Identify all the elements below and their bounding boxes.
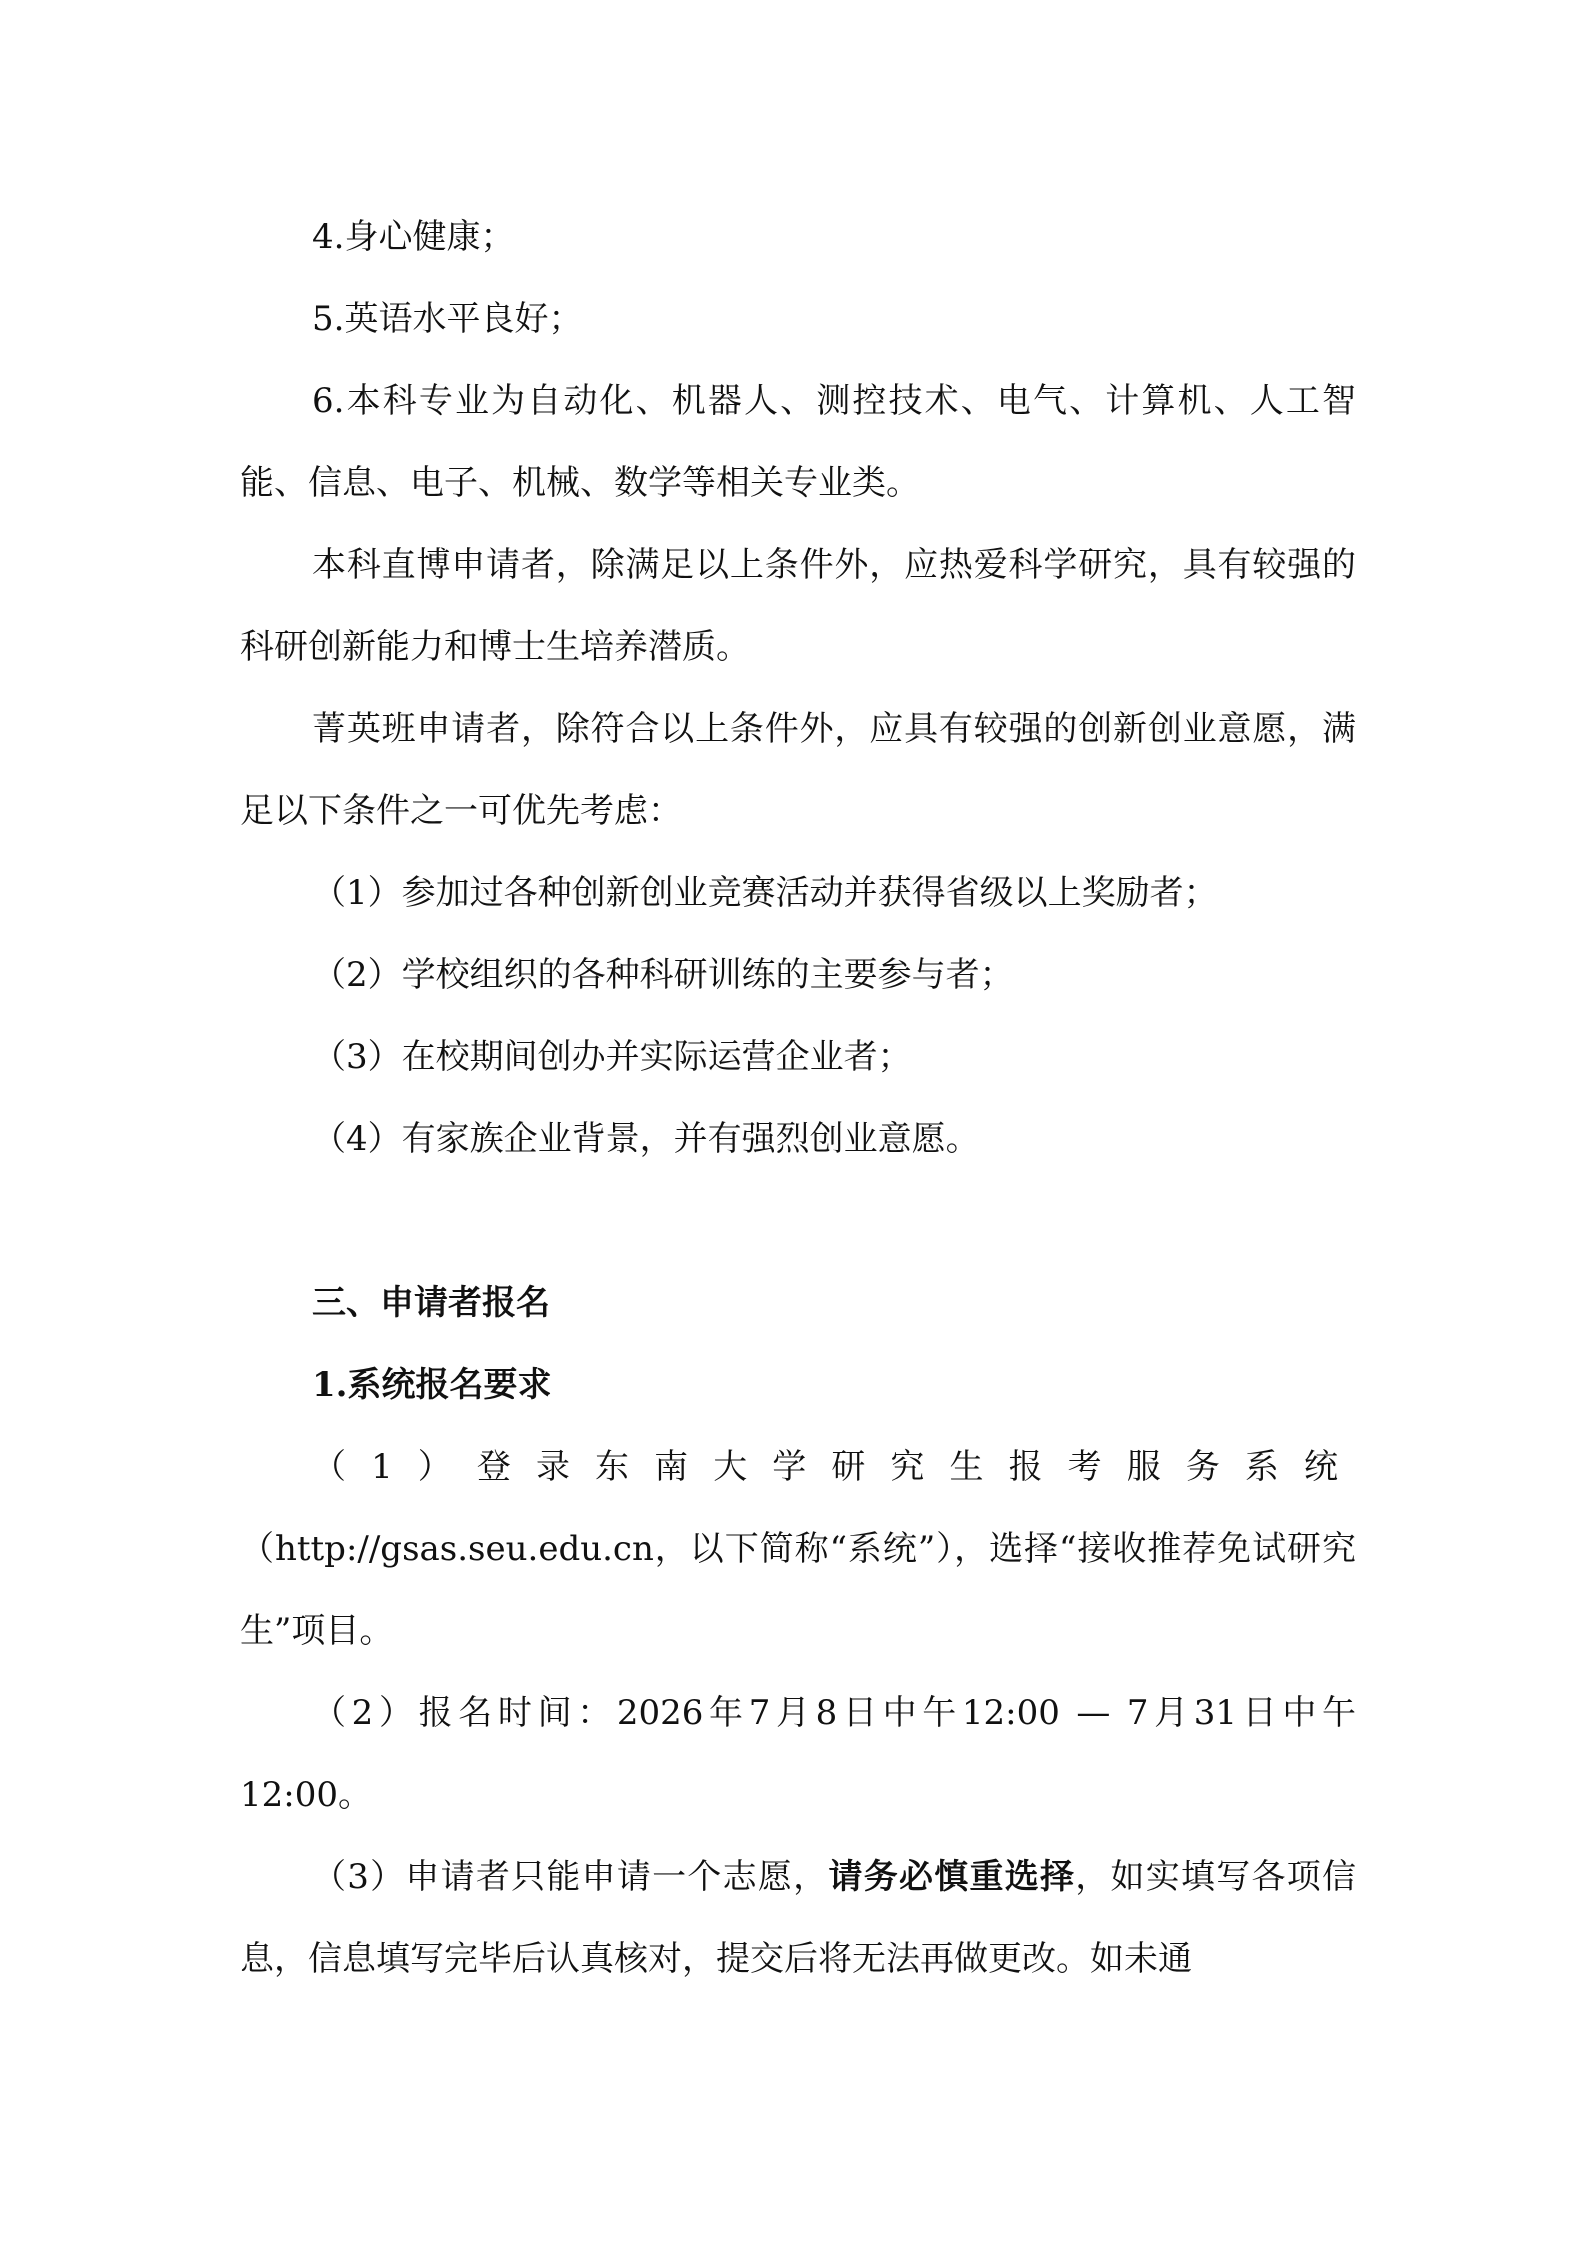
registration-item-3-pre: （3）申请者只能申请一个志愿， [312, 1857, 829, 1897]
registration-item-2: （2）报名时间：2026年7月8日中午12:00 — 7月31日中午12:00。 [240, 1693, 1356, 1815]
condition-2: （2）学校组织的各种科研训练的主要参与者； [312, 955, 1014, 995]
requirement-5: 5.英语水平良好； [312, 299, 583, 339]
registration-item-3-post: ，如实填写各项信息，信息填写完毕后认真核对，提交后将无法再做更改。如未通 [240, 1857, 1356, 1979]
section-spacer [240, 1180, 1356, 1262]
elite-class-paragraph: 菁英班申请者，除符合以上条件外，应具有较强的创新创业意愿，满足以下条件之一可优先考虑： [240, 709, 1356, 831]
document-body [240, 196, 1356, 2000]
requirement-6: 6.本科专业为自动化、机器人、测控技术、电气、计算机、人工智能、信息、电子、机械、数学等相关专业类。 [240, 381, 1356, 503]
registration-item-3-emphasis: 请务必慎重选择 [828, 1857, 1076, 1897]
registration-item-1-line-1: （1）登录东南大学研究生报考服务系统 [312, 1447, 1356, 1487]
condition-4: （4）有家族企业背景，并有强烈创业意愿。 [312, 1119, 980, 1159]
requirement-4: 4.身心健康； [312, 217, 515, 257]
section-heading: 三、申请者报名 [312, 1283, 550, 1323]
condition-1: （1）参加过各种创新创业竞赛活动并获得省级以上奖励者； [312, 873, 1218, 913]
condition-3: （3）在校期间创办并实际运营企业者； [312, 1037, 912, 1077]
direct-phd-paragraph: 本科直博申请者，除满足以上条件外，应热爱科学研究，具有较强的科研创新能力和博士生培养潜质。 [240, 545, 1356, 667]
registration-item-1-rest: （http://gsas.seu.edu.cn，以下简称“系统”），选择“接收推荐免试研究生”项目。 [240, 1529, 1356, 1651]
subsection-heading: 1.系统报名要求 [312, 1365, 552, 1405]
registration-item-3 [240, 1836, 1356, 2000]
